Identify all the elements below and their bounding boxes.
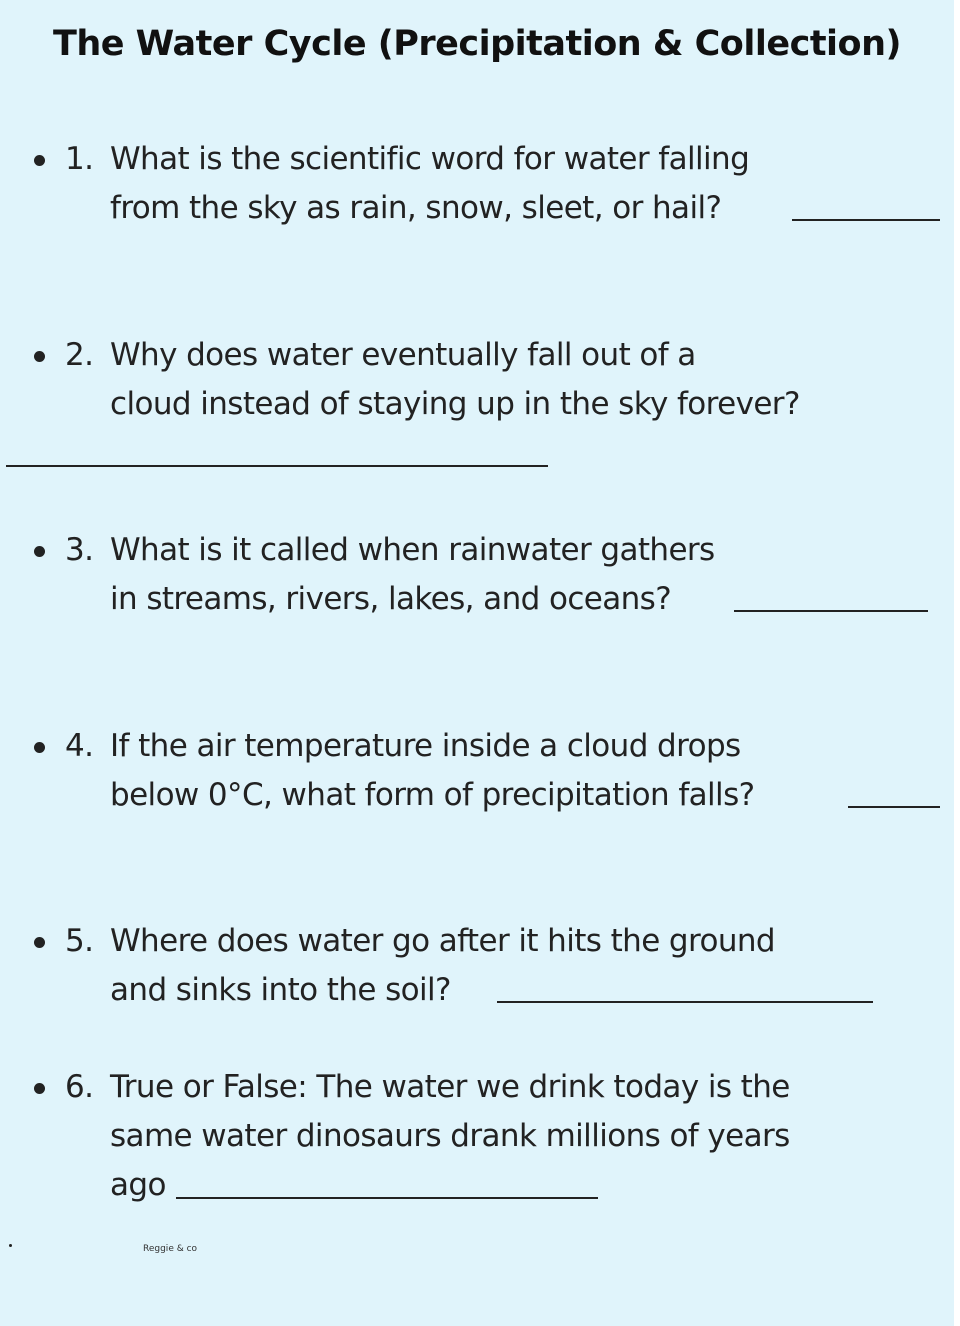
question-text-line: What is the scientific word for water falling <box>110 141 750 177</box>
bullet-icon <box>34 155 45 166</box>
question-text-line: same water dinosaurs drank millions of years <box>110 1118 790 1154</box>
question-number: 4. <box>65 728 94 764</box>
answer-blank[interactable] <box>848 806 940 808</box>
question-text-line: If the air temperature inside a cloud drops <box>110 728 741 764</box>
stray-dot <box>9 1244 12 1247</box>
bullet-icon <box>34 546 45 557</box>
bullet-icon <box>34 1083 45 1094</box>
bullet-icon <box>34 742 45 753</box>
question-text-line: cloud instead of staying up in the sky forever? <box>110 386 800 422</box>
footer-credit: Reggie & co <box>143 1244 198 1254</box>
question-text-line: ago <box>110 1167 166 1203</box>
question-text-line: below 0°C, what form of precipitation falls? <box>110 777 755 813</box>
answer-blank[interactable] <box>497 1001 873 1003</box>
question-number: 3. <box>65 532 94 568</box>
bullet-icon <box>34 351 45 362</box>
question-number: 2. <box>65 337 94 373</box>
bullet-icon <box>34 937 45 948</box>
question-text-line: Where does water go after it hits the ground <box>110 923 776 959</box>
worksheet-title: The Water Cycle (Precipitation & Collection) <box>52 24 902 64</box>
question-number: 5. <box>65 923 94 959</box>
question-text-line: and sinks into the soil? <box>110 972 451 1008</box>
question-text-line: What is it called when rainwater gathers <box>110 532 715 568</box>
question-text-line: True or False: The water we drink today is the <box>110 1069 790 1105</box>
answer-blank[interactable] <box>792 219 940 221</box>
question-text-line: Why does water eventually fall out of a <box>110 337 696 373</box>
answer-blank[interactable] <box>176 1197 598 1199</box>
answer-blank[interactable] <box>6 465 548 467</box>
question-number: 1. <box>65 141 94 177</box>
question-text-line: in streams, rivers, lakes, and oceans? <box>110 581 672 617</box>
answer-blank[interactable] <box>734 610 928 612</box>
question-text-line: from the sky as rain, snow, sleet, or hail? <box>110 190 722 226</box>
question-number: 6. <box>65 1069 94 1105</box>
